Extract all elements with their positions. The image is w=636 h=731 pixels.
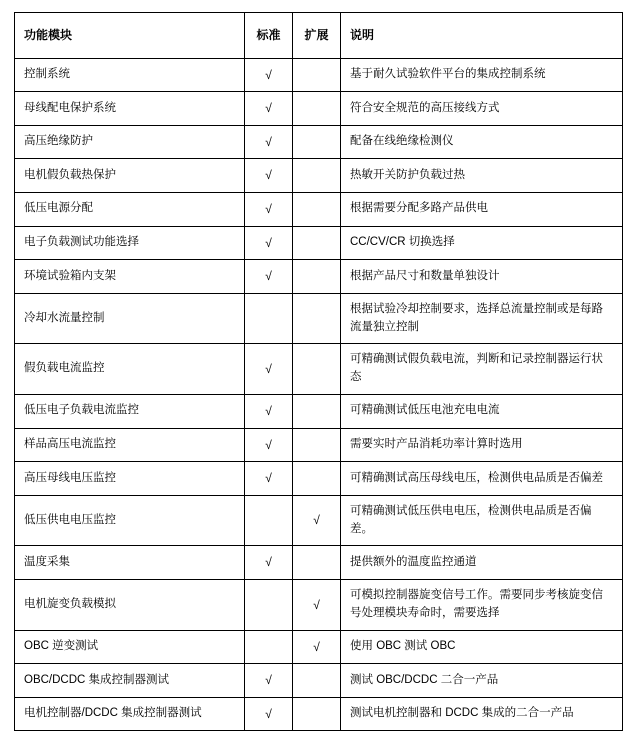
cell-module: 电子负载测试功能选择	[15, 226, 245, 260]
table-row	[15, 630, 623, 664]
table-row	[15, 293, 623, 344]
cell-standard-mark: √	[245, 92, 293, 126]
table-row	[15, 428, 623, 462]
cell-module: 环境试验箱内支架	[15, 260, 245, 294]
cell-standard-mark: √	[245, 395, 293, 429]
cell-extended-mark: √	[293, 630, 341, 664]
cell-module: 电机旋变负载模拟	[15, 580, 245, 631]
table-row	[15, 260, 623, 294]
cell-module: 高压母线电压监控	[15, 462, 245, 496]
cell-module: 低压供电电压监控	[15, 495, 245, 546]
cell-description: 测试电机控制器和 DCDC 集成的二合一产品	[341, 697, 623, 731]
cell-extended-mark	[293, 260, 341, 294]
cell-extended-mark	[293, 125, 341, 159]
cell-description: 根据试验冷却控制要求，选择总流量控制或是每路流量独立控制	[341, 293, 623, 344]
cell-module: OBC/DCDC 集成控制器测试	[15, 664, 245, 698]
cell-module: 电机假负载热保护	[15, 159, 245, 193]
table-row	[15, 226, 623, 260]
cell-description: 可精确测试低压电池充电电流	[341, 395, 623, 429]
cell-extended-mark	[293, 664, 341, 698]
cell-standard-mark: √	[245, 192, 293, 226]
cell-description: 符合安全规范的高压接线方式	[341, 92, 623, 126]
cell-extended-mark	[293, 395, 341, 429]
cell-standard-mark: √	[245, 159, 293, 193]
cell-module: 低压电源分配	[15, 192, 245, 226]
cell-description: 可模拟控制器旋变信号工作。需要同步考核旋变信号处理模块寿命时，需要选择	[341, 580, 623, 631]
cell-module: OBC 逆变测试	[15, 630, 245, 664]
cell-standard-mark: √	[245, 546, 293, 580]
cell-description: 使用 OBC 测试 OBC	[341, 630, 623, 664]
cell-extended-mark	[293, 159, 341, 193]
cell-extended-mark	[293, 428, 341, 462]
cell-standard-mark: √	[245, 260, 293, 294]
cell-extended-mark	[293, 344, 341, 395]
cell-standard-mark: √	[245, 664, 293, 698]
cell-extended-mark	[293, 58, 341, 92]
table-row	[15, 192, 623, 226]
cell-module: 假负载电流监控	[15, 344, 245, 395]
cell-module: 冷却水流量控制	[15, 293, 245, 344]
cell-module: 低压电子负载电流监控	[15, 395, 245, 429]
table-row	[15, 664, 623, 698]
cell-extended-mark	[293, 192, 341, 226]
cell-standard-mark: √	[245, 226, 293, 260]
cell-extended-mark	[293, 226, 341, 260]
cell-standard-mark	[245, 580, 293, 631]
cell-description: 可精确测试假负载电流，判断和记录控制器运行状态	[341, 344, 623, 395]
table-header-row	[15, 13, 623, 59]
cell-description: 热敏开关防护负载过热	[341, 159, 623, 193]
function-module-table	[14, 12, 623, 731]
cell-standard-mark: √	[245, 58, 293, 92]
column-header-extended: 扩展	[293, 13, 341, 59]
cell-standard-mark: √	[245, 125, 293, 159]
cell-standard-mark	[245, 495, 293, 546]
cell-module: 电机控制器/DCDC 集成控制器测试	[15, 697, 245, 731]
table-row	[15, 92, 623, 126]
cell-extended-mark: √	[293, 495, 341, 546]
table-row	[15, 125, 623, 159]
cell-extended-mark	[293, 92, 341, 126]
cell-standard-mark: √	[245, 462, 293, 496]
cell-extended-mark	[293, 546, 341, 580]
cell-description: 可精确测试高压母线电压，检测供电品质是否偏差	[341, 462, 623, 496]
table-row	[15, 395, 623, 429]
cell-module: 高压绝缘防护	[15, 125, 245, 159]
cell-extended-mark	[293, 462, 341, 496]
cell-module: 控制系统	[15, 58, 245, 92]
cell-extended-mark	[293, 697, 341, 731]
cell-standard-mark	[245, 293, 293, 344]
column-header-description: 说明	[341, 13, 623, 59]
cell-standard-mark	[245, 630, 293, 664]
cell-module: 母线配电保护系统	[15, 92, 245, 126]
table-row	[15, 462, 623, 496]
cell-description: 提供额外的温度监控通道	[341, 546, 623, 580]
table-body	[15, 58, 623, 731]
cell-module: 样品高压电流监控	[15, 428, 245, 462]
table-header	[15, 13, 623, 59]
table-row	[15, 58, 623, 92]
table-row	[15, 495, 623, 546]
cell-standard-mark: √	[245, 697, 293, 731]
table-row	[15, 697, 623, 731]
cell-module: 温度采集	[15, 546, 245, 580]
cell-description: CC/CV/CR 切换选择	[341, 226, 623, 260]
cell-extended-mark	[293, 293, 341, 344]
table-row	[15, 159, 623, 193]
column-header-standard: 标准	[245, 13, 293, 59]
cell-description: 根据需要分配多路产品供电	[341, 192, 623, 226]
column-header-module: 功能模块	[15, 13, 245, 59]
cell-description: 测试 OBC/DCDC 二合一产品	[341, 664, 623, 698]
cell-extended-mark: √	[293, 580, 341, 631]
cell-standard-mark: √	[245, 344, 293, 395]
cell-description: 需要实时产品消耗功率计算时选用	[341, 428, 623, 462]
cell-description: 配备在线绝缘检测仪	[341, 125, 623, 159]
cell-standard-mark: √	[245, 428, 293, 462]
cell-description: 基于耐久试验软件平台的集成控制系统	[341, 58, 623, 92]
cell-description: 根据产品尺寸和数量单独设计	[341, 260, 623, 294]
table-row	[15, 580, 623, 631]
table-row	[15, 344, 623, 395]
table-row	[15, 546, 623, 580]
cell-description: 可精确测试低压供电电压，检测供电品质是否偏差。	[341, 495, 623, 546]
